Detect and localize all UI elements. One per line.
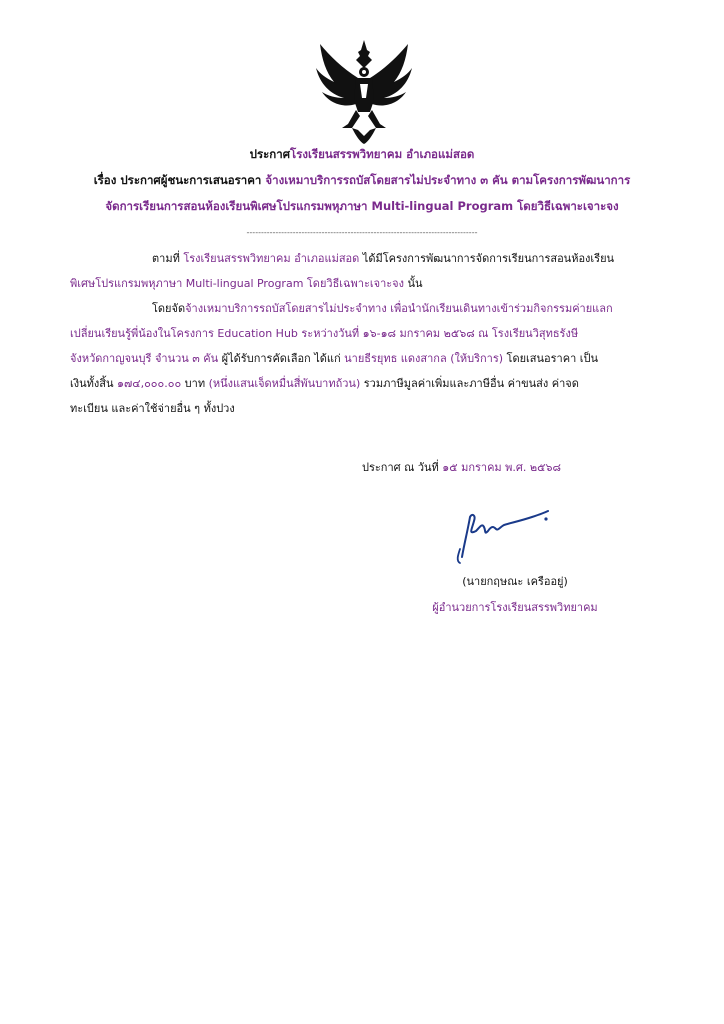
p2-tax-text: รวมภาษีมูลค่าเพิ่มและภาษีอื่น ค่าขนส่ง ค่าจด [360, 377, 579, 390]
signatory-name: (นายกฤษณะ เครืออยู่) [462, 575, 568, 588]
garuda-emblem-icon [312, 38, 416, 146]
paragraph-2-line-2: เปลี่ยนเรียนรู้พี่น้องในโครงการ Education Hub ระหว่างวันที่ ๑๖-๑๘ มกราคม ๒๕๖๘ ณ โรงเรียนวิสุทธรังษี [70, 327, 579, 340]
p2-selected-label: ผู้ได้รับการคัดเลือก ได้แก่ [218, 352, 345, 365]
subject-line-2: จัดการเรียนการสอนห้องเรียนพิเศษโปรแกรมพหุภาษา Multi-lingual Program โดยวิธีเฉพาะเจาะจง [105, 199, 619, 213]
signatory-position: ผู้อำนวยการโรงเรียนสรรพวิทยาคม [432, 601, 598, 614]
signature-image [450, 505, 554, 565]
announcement-date: ๑๕ มกราคม พ.ศ. ๒๕๖๘ [442, 461, 561, 474]
p2-currency: บาท [181, 377, 209, 390]
p1-program-name: พิเศษโปรแกรมพหุภาษา Multi-lingual Program โดยวิธีเฉพาะเจาะจง [70, 277, 404, 290]
p2-amount-words: (หนึ่งแสนเจ็ดหมื่นสี่พันบาทถ้วน) [208, 377, 361, 390]
paragraph-2-line-5: ทะเบียน และค่าใช้จ่ายอื่น ๆ ทั้งปวง [70, 402, 235, 415]
school-name: โรงเรียนสรรพวิทยาคม อำเภอแม่สอด [290, 147, 475, 161]
date-prefix: ประกาศ ณ วันที่ [362, 461, 443, 474]
p2-bid-label: โดยเสนอราคา เป็น [503, 352, 599, 365]
subject-prefix: เรื่อง ประกาศผู้ชนะการเสนอราคา [93, 173, 266, 187]
subject-text-1: จ้างเหมาบริการรถบัสโดยสารไม่ประจำทาง ๓ คัน ตามโครงการพัฒนาการ [265, 173, 631, 187]
paragraph-1 [70, 246, 660, 296]
announcement-title [40, 146, 684, 164]
p2-service-desc: จ้างเหมาบริการรถบัสโดยสารไม่ประจำทาง เพื่อนำนักเรียนเดินทางเข้าร่วมกิจกรรมค่ายแลก [185, 302, 613, 315]
announcement-date-line [362, 458, 561, 476]
paragraph-2-line-1 [70, 296, 660, 321]
paragraph-2-line-4 [70, 371, 660, 396]
p2-total-label: เงินทั้งสิ้น [70, 377, 118, 390]
p2-winner-name: นายธีรยุทธ แดงสากล (ให้บริการ) [344, 352, 504, 365]
subject-line-1 [40, 172, 684, 190]
paragraph-2 [70, 296, 660, 421]
paragraph-1-line-1 [70, 246, 660, 271]
separator-line: -------------------------------------------------------------------------------- [246, 228, 478, 237]
p2-text-a: โดยจัด [152, 302, 186, 315]
p1-school-name: โรงเรียนสรรพวิทยาคม อำเภอแม่สอด [183, 252, 360, 265]
p2-location: จังหวัดกาญจนบุรี จำนวน ๓ คัน [70, 352, 219, 365]
p1-text-end: นั้น [404, 277, 423, 290]
p1-text-a: ตามที่ [152, 252, 184, 265]
title-prefix: ประกาศ [249, 147, 291, 161]
p1-text-c: ได้มีโครงการพัฒนาการจัดการเรียนการสอนห้องเรียน [359, 252, 615, 265]
p2-amount: ๑๗๔,๐๐๐.๐๐ [117, 377, 182, 390]
paragraph-2-line-3 [70, 346, 660, 371]
paragraph-1-line-2 [70, 271, 660, 296]
